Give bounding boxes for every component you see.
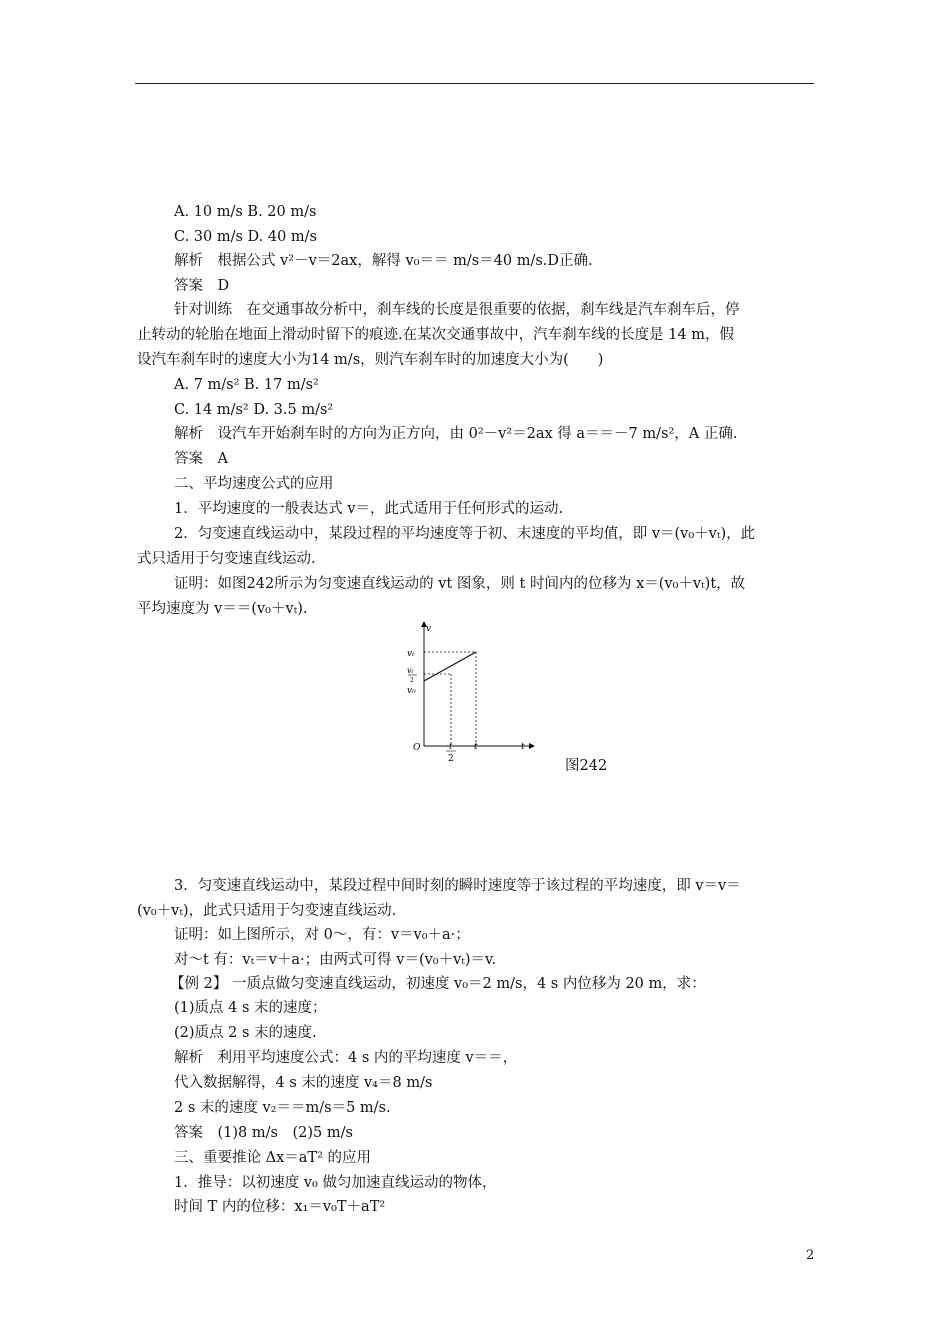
text-line: 代入数据解得，4 s 末的速度 v₄＝8 m/s <box>174 1075 433 1091</box>
text-line: (1)质点 4 s 末的速度； <box>174 1000 327 1016</box>
text-line: 证明：如图242所示为匀变速直线运动的 vt 图象，则 t 时间内的位移为 x＝(v₀＋vₜ)t，故 <box>174 576 746 592</box>
text-line: 证明：如上图所示，对 0～，有：v＝v₀＋a·； <box>174 927 470 943</box>
v-axis-label: v <box>426 624 432 634</box>
text-line: (v₀＋vₜ)，此式只适用于匀变速直线运动. <box>137 903 397 919</box>
text-line: 平均速度为 v＝＝(v₀＋vₜ). <box>137 601 308 617</box>
figure-caption: 图242 <box>565 758 608 774</box>
text-line: 止转动的轮胎在地面上滑动时留下的痕迹.在某次交通事故中，汽车刹车线的长度是 14 m，假 <box>137 327 735 343</box>
label-vhalf-den: 2 <box>410 677 414 684</box>
text-line: C. 14 m/s² D. 3.5 m/s² <box>174 402 334 418</box>
example-heading: 【例 2】 一质点做匀变速直线运动，初速度 v₀＝2 m/s，4 s 内位移为 20 m，求： <box>170 976 706 992</box>
text-line: A. 10 m/s B. 20 m/s <box>174 204 317 220</box>
text-line: 答案 A <box>174 451 228 467</box>
section-heading: 二、平均速度公式的应用 <box>174 476 334 492</box>
text-line: 针对训练 在交通事故分析中，刹车线的长度是很重要的依据，刹车线是汽车刹车后，停 <box>174 302 740 318</box>
text-line: 1．平均速度的一般表达式 v＝，此式适用于任何形式的运动. <box>174 501 564 517</box>
section-heading: 三、重要推论 Δx＝aT² 的应用 <box>174 1150 371 1166</box>
origin-label: O <box>413 743 421 753</box>
page-number: 2 <box>806 1248 815 1263</box>
header-rule <box>135 83 814 84</box>
text-line: 对～t 有：vₜ＝v＋a·；由两式可得 v＝(v₀＋vₜ)＝v. <box>174 952 497 968</box>
text-line: A. 7 m/s² B. 17 m/s² <box>174 377 319 393</box>
label-vhalf-num: vₜ <box>407 666 414 675</box>
text-line: 1．推导：以初速度 v₀ 做匀加速直线运动的物体， <box>174 1175 497 1191</box>
label-t: t <box>474 742 478 752</box>
text-line: 解析 设汽车开始刹车时的方向为正方向，由 0²－v²＝2ax 得 a＝＝－7 m/s²，A 正确. <box>174 426 738 442</box>
text-line: 3．匀变速直线运动中，某段过程中间时刻的瞬时速度等于该过程的平均速度，即 v＝v＝ <box>174 878 741 894</box>
text-line: 答案 D <box>174 278 230 294</box>
text-line: (2)质点 2 s 末的速度. <box>174 1025 317 1041</box>
text-line: C. 30 m/s D. 40 m/s <box>174 229 318 245</box>
label-thalf-den: 2 <box>448 754 454 764</box>
text-line: 式只适用于匀变速直线运动. <box>137 551 316 567</box>
text-line: 时间 T 内的位移：x₁＝v₀T＋aT² <box>174 1199 386 1215</box>
text-line: 2．匀变速直线运动中，某段过程的平均速度等于初、末速度的平均值，即 v＝(v₀＋vₜ)，此 <box>174 526 756 542</box>
t-axis-label: t <box>521 742 525 752</box>
text-line: 解析 根据公式 v²－v＝2ax，解得 v₀＝＝ m/s＝40 m/s.D正确. <box>174 253 593 269</box>
text-line: 答案 (1)8 m/s (2)5 m/s <box>174 1125 353 1141</box>
label-v0: v₀ <box>407 686 416 696</box>
velocity-line <box>424 652 476 681</box>
text-line: 2 s 末的速度 v₂＝＝m/s＝5 m/s. <box>174 1100 391 1116</box>
text-line: 解析 利用平均速度公式：4 s 内的平均速度 v＝＝， <box>174 1050 518 1066</box>
label-thalf-num: t <box>449 742 453 751</box>
label-vt: vₜ <box>407 649 415 659</box>
vt-graph-figure <box>404 618 584 773</box>
text-line: 设汽车刹车时的速度大小为14 m/s，则汽车刹车时的加速度大小为( ) <box>137 352 604 368</box>
